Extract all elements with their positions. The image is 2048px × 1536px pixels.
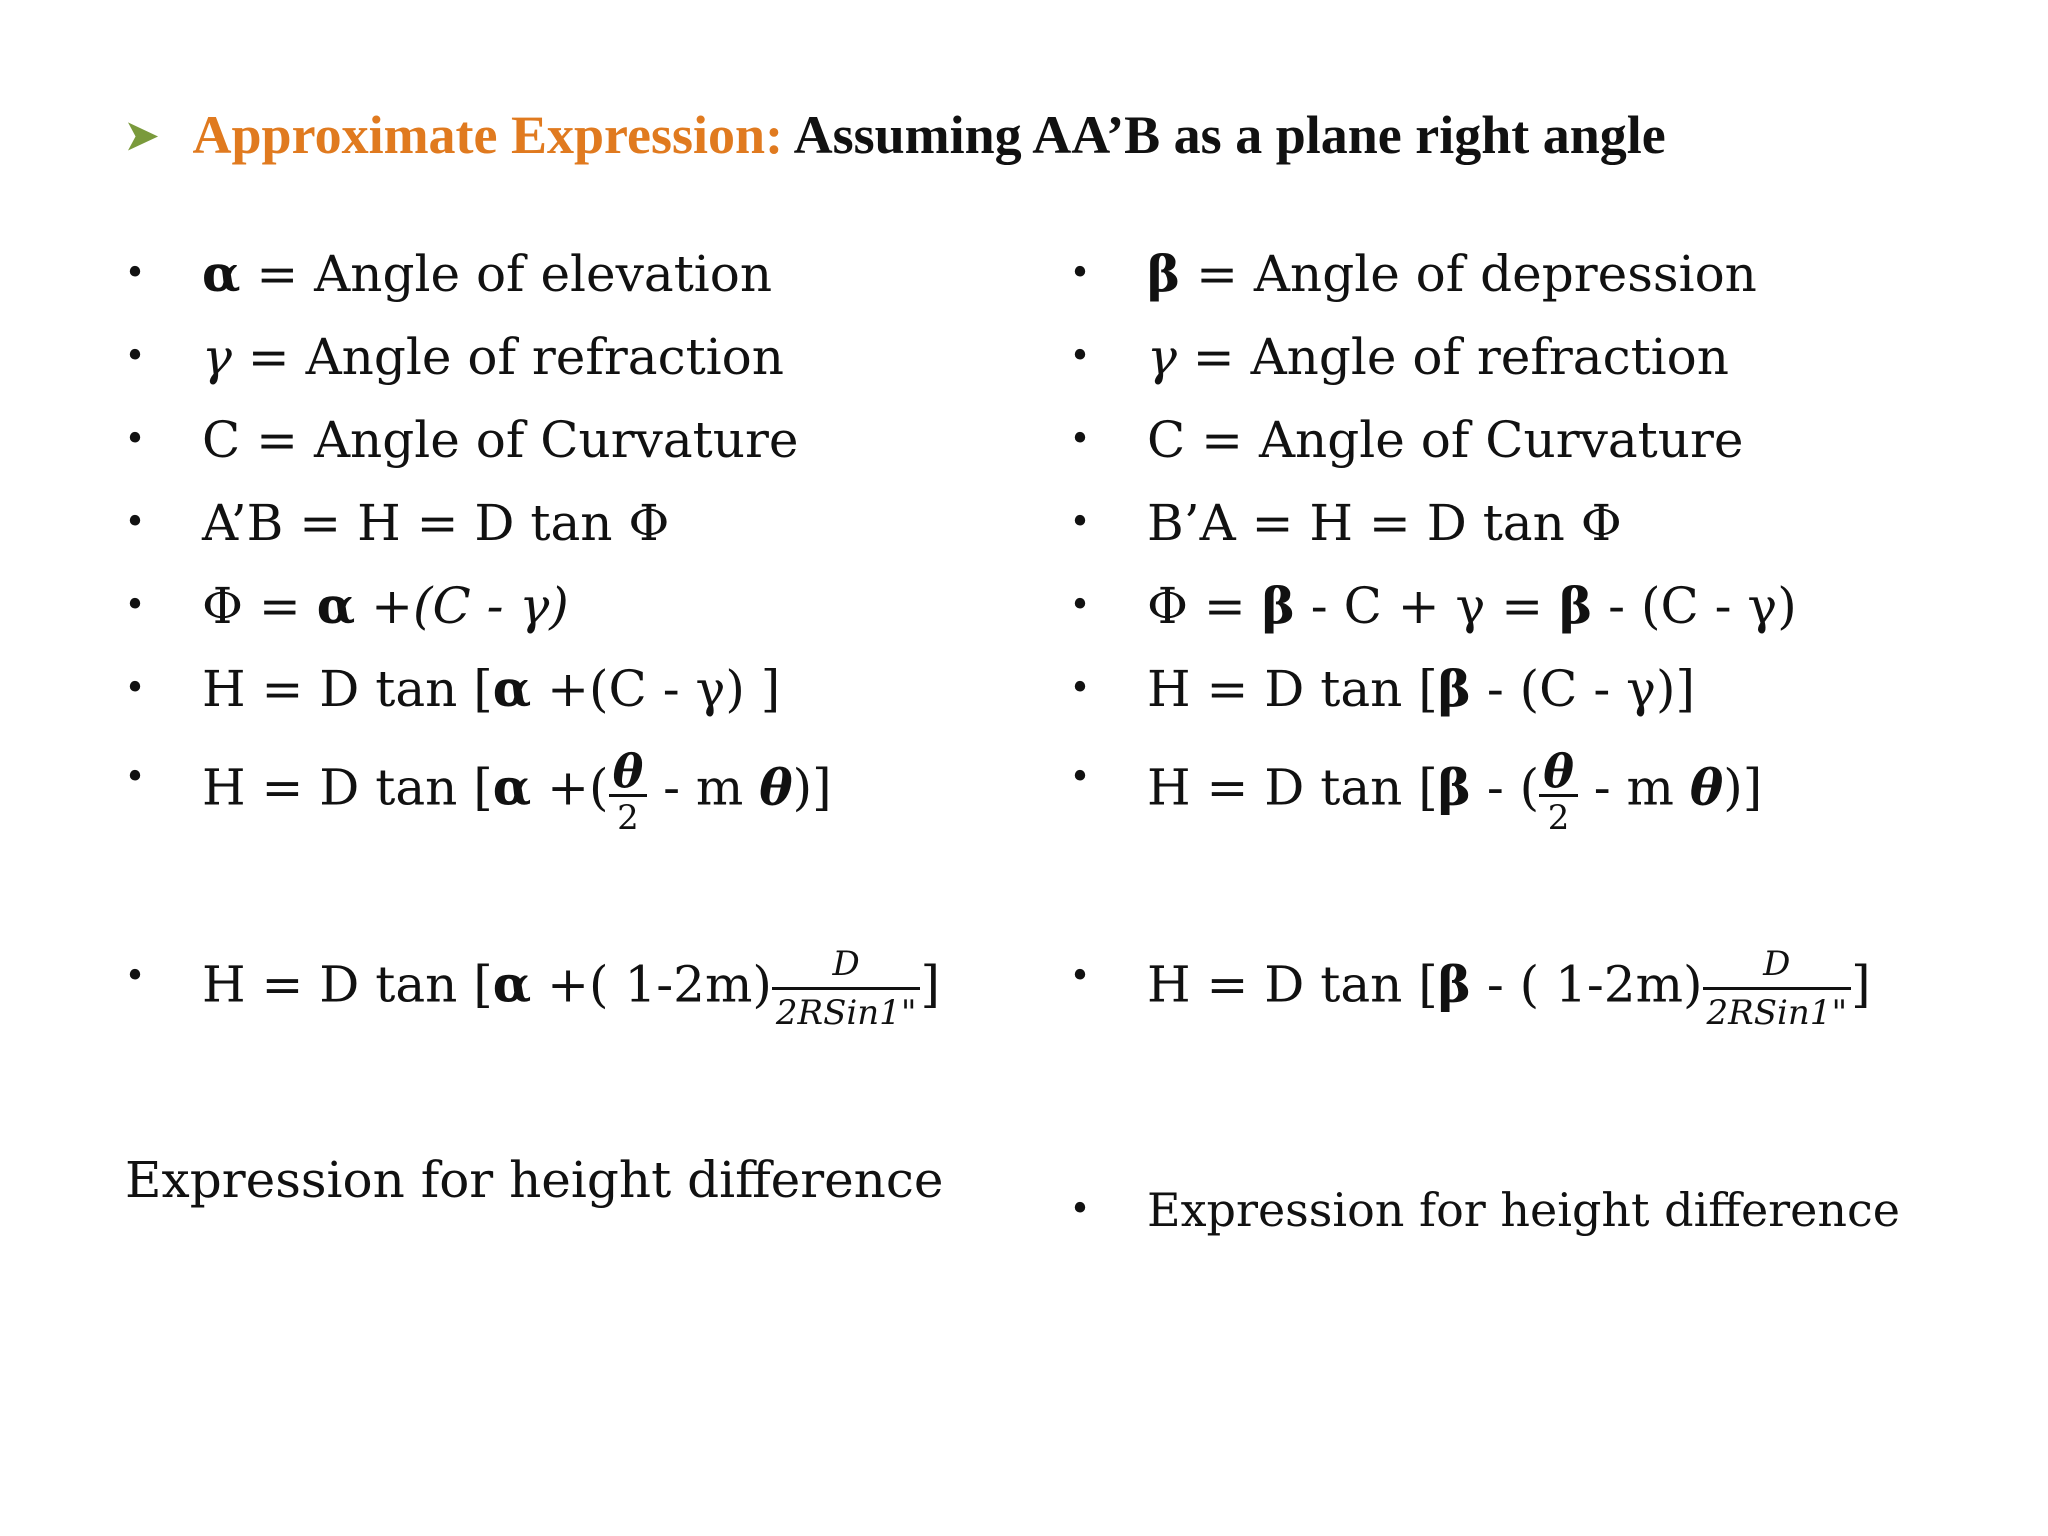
- fraction-numerator: D: [1763, 944, 1791, 984]
- theta-symbol: θ: [759, 757, 793, 817]
- d-over-2rsin1-fraction: [1703, 944, 1852, 1033]
- formula-part: +(C - γ): [355, 577, 569, 635]
- item-text: = Angle of refraction: [231, 328, 784, 386]
- gamma-symbol: γ: [202, 328, 232, 386]
- formula-part: H = D tan [: [1147, 660, 1438, 718]
- dot-bullet-icon: •: [1069, 1189, 1091, 1230]
- item-text: = Angle of elevation: [240, 245, 773, 303]
- beta-symbol: β: [1559, 576, 1593, 635]
- beta-symbol: β: [1437, 659, 1471, 718]
- formula-part: - m: [647, 758, 760, 817]
- formula-part: H = D tan [: [1147, 758, 1438, 817]
- fraction-numerator: θ: [612, 744, 644, 798]
- dot-bullet-icon: •: [124, 956, 146, 997]
- formula-part: Φ =: [1147, 577, 1262, 635]
- dot-bullet-icon: •: [1069, 419, 1091, 460]
- formula-part: ]: [920, 955, 940, 1014]
- dot-bullet-icon: •: [124, 502, 146, 543]
- formula-part: +( 1-2m): [531, 955, 772, 1014]
- dot-bullet-icon: •: [124, 585, 146, 626]
- fraction-denominator: 2RSin1": [772, 987, 921, 1030]
- fraction-denominator: 2: [1539, 794, 1578, 835]
- formula-part: - (C - γ): [1592, 577, 1797, 635]
- formula-part: - C + γ =: [1294, 577, 1560, 635]
- dot-bullet-icon: •: [124, 419, 146, 460]
- slide-heading: [125, 100, 1666, 171]
- beta-symbol: β: [1437, 757, 1471, 817]
- formula-part: H = D tan [: [202, 758, 493, 817]
- dot-bullet-icon: •: [1069, 757, 1091, 798]
- fraction-numerator: θ: [1543, 744, 1574, 798]
- formula-part: )]: [792, 758, 832, 817]
- beta-symbol: β: [1437, 954, 1471, 1014]
- item-text: = Angle of refraction: [1176, 328, 1729, 386]
- heading-text: Assuming AA’B as a plane right angle: [793, 105, 1666, 165]
- dot-bullet-icon: •: [1069, 502, 1091, 543]
- dot-bullet-icon: •: [1069, 956, 1091, 997]
- formula-part: H = D tan [: [1147, 955, 1438, 1014]
- dot-bullet-icon: •: [1069, 253, 1091, 294]
- arrow-bullet-icon: ➤: [125, 113, 159, 158]
- formula-part: H = D tan [: [202, 660, 493, 718]
- theta-over-2-fraction: [609, 744, 648, 838]
- fraction-denominator: 2RSin1": [1703, 987, 1852, 1030]
- dot-bullet-icon: •: [124, 253, 146, 294]
- fraction-denominator: 2: [609, 794, 648, 835]
- dot-bullet-icon: •: [1069, 585, 1091, 626]
- formula-part: ]: [1851, 955, 1871, 1014]
- dot-bullet-icon: •: [124, 668, 146, 709]
- item-text: C = Angle of Curvature: [1147, 411, 1744, 469]
- alpha-symbol: α: [492, 757, 532, 817]
- beta-symbol: β: [1147, 244, 1181, 303]
- formula-part: - ( 1-2m): [1470, 955, 1703, 1014]
- formula-part: +(C - γ) ]: [531, 660, 781, 718]
- dot-bullet-icon: •: [124, 757, 146, 798]
- item-text: = Angle of depression: [1180, 245, 1757, 303]
- dot-bullet-icon: •: [1069, 336, 1091, 377]
- formula-part: +(: [531, 758, 609, 817]
- fraction-numerator: D: [832, 944, 860, 984]
- formula-part: - (C - γ)]: [1470, 660, 1696, 718]
- item-text: B’A = H = D tan Φ: [1147, 494, 1622, 552]
- formula-part: Φ =: [202, 577, 317, 635]
- gamma-symbol: γ: [1147, 328, 1177, 386]
- alpha-symbol: α: [492, 659, 532, 718]
- formula-part: - (: [1470, 758, 1540, 817]
- dot-bullet-icon: •: [1069, 668, 1091, 709]
- item-text: A’B = H = D tan Φ: [202, 494, 670, 552]
- alpha-symbol: α: [316, 576, 356, 635]
- dot-bullet-icon: •: [124, 336, 146, 377]
- left-caption: Expression for height difference: [125, 1151, 944, 1209]
- theta-symbol: θ: [1689, 757, 1724, 817]
- formula-part: )]: [1723, 758, 1763, 817]
- heading-prefix: Approximate Expression:: [192, 105, 784, 165]
- formula-part: H = D tan [: [202, 955, 493, 1014]
- item-text: C = Angle of Curvature: [202, 411, 799, 469]
- formula-part: - m: [1577, 758, 1690, 817]
- d-over-2rsin1-fraction: [772, 944, 921, 1033]
- alpha-symbol: α: [492, 954, 532, 1014]
- alpha-symbol: α: [202, 244, 241, 303]
- beta-symbol: β: [1261, 576, 1295, 635]
- right-caption: Expression for height difference: [1147, 1183, 1901, 1237]
- theta-over-2-fraction: [1539, 744, 1578, 838]
